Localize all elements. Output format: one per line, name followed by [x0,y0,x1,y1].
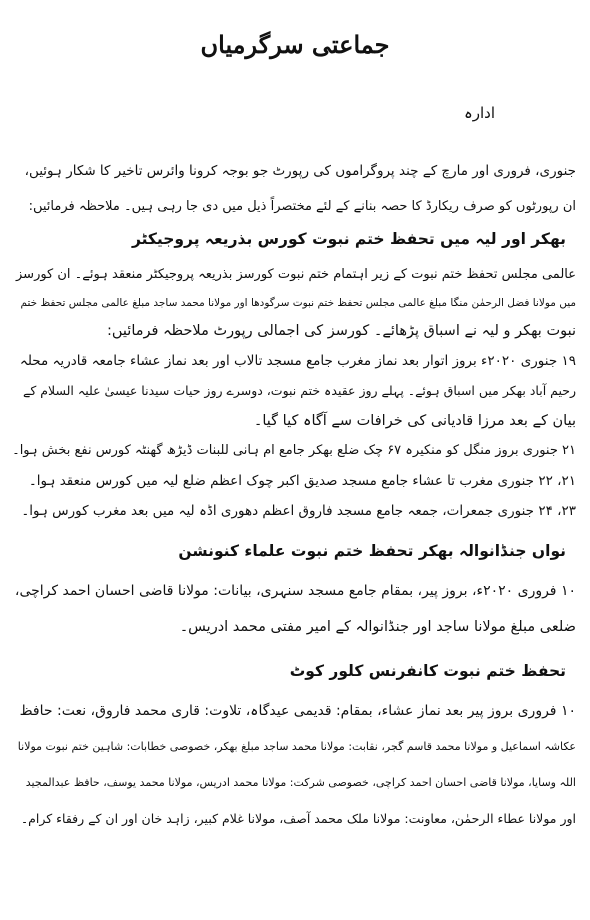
paragraph-line: عکاشہ اسماعیل و مولانا محمد قاسم گجر، نقابت: مولانا محمد ساجد مبلغ بھکر، خصوصی خطابات: شاہین ختم نبوت مولانا [17,740,576,753]
paragraph-line: اور مولانا عطاء الرحمٰن، معاونت: مولانا ملک محمد آصف، مولانا غلام کبیر، زاہد خان اور ان کے رفقاء کرام۔ [20,811,576,826]
paragraph-line: ۱۰ فروری ۲۰۲۰ء، بروز پیر، بمقام جامع مسجد سنہری، بیانات: مولانا قاضی احسان احمد کراچی، [14,583,576,599]
paragraph-line: ضلعی مبلغ مولانا ساجد اور جنڈانوالہ کے امیر مفتی محمد ادریس۔ [179,619,576,635]
intro-line: جنوری، فروری اور مارچ کے چند پروگراموں کی رپورٹ جو بوجہ کرونا وائرس تاخیر کا شکار ہوئیں، [24,163,576,179]
paragraph-line: رحیم آباد بھکر میں اسباق ہوئے۔ پہلے روز عقیدہ ختم نبوت، دوسرے روز حیات سیدنا عیسیٰ علیہ السلام کے [23,383,576,398]
section-heading: بھکر اور لیہ میں تحفظ ختم نبوت کورس بذریعہ پروجیکٹر [131,230,566,248]
section-heading: تحفظ ختم نبوت کانفرنس کلور کوٹ [289,662,566,680]
paragraph-line: ۱۹ جنوری ۲۰۲۰ء بروز اتوار بعد نماز مغرب جامع مسجد تالاب اور بعد نماز عشاء جامعہ قادریہ محلہ [19,353,576,369]
intro-line: ان رپورٹوں کو صرف ریکارڈ کا حصہ بنانے کے لئے مختصراً ذیل میں دی جا رہی ہیں۔ ملاحظہ فرمائیں: [28,199,576,214]
list-item: ۲۳، ۲۴ جنوری جمعرات، جمعہ جامع مسجد فاروق اعظم دھوری اڈہ لیہ میں بعد مغرب کورس ہوا۔ [21,503,576,519]
paragraph-line: نبوت بھکر و لیہ نے اسباق پڑھائے۔ کورسز کی اجمالی رپورٹ ملاحظہ فرمائیں: [107,323,576,339]
author-byline: ادارہ [463,104,495,122]
paragraph-line: بیان کے بعد مرزا قادیانی کی خرافات سے آگاہ کیا گیا۔ [253,413,576,429]
page-title: جماعتی سرگرمیاں [200,30,390,59]
paragraph-line: اللہ وسایا، مولانا قاضی احسان احمد کراچی، خصوصی شرکت: مولانا محمد ادریس، مولانا محمد یوسف، حافظ عبدالمجید [25,776,576,789]
list-item: ۲۱، ۲۲ جنوری مغرب تا عشاء جامع مسجد صدیق اکبر چوک اعظم ضلع لیہ میں کورس منعقد ہوا۔ [28,473,576,489]
paragraph-line: ۱۰ فروری بروز پیر بعد نماز عشاء، بمقام: قدیمی عیدگاہ، تلاوت: قاری محمد فاروق، نعت: حافظ [19,703,576,719]
section-heading: نواں جنڈانوالہ بھکر تحفظ ختم نبوت علماء کنونشن [178,542,566,560]
paragraph-line: میں مولانا فضل الرحمٰن منگا مبلغ عالمی مجلس تحفظ ختم نبوت سرگودھا اور مولانا محمد ساجد مبلغ عالمی مجلس تحفظ ختم [20,297,576,309]
list-item: ۲۱ جنوری بروز منگل کو منکیرہ ۶۷ چک ضلع بھکر جامع ام ہانی للبنات ڈیڑھ گھنٹہ کورس نفع بخش ہوا۔ [12,443,576,458]
paragraph-line: عالمی مجلس تحفظ ختم نبوت کے زیر اہتمام ختم نبوت کورسز بذریعہ پروجیکٹر منعقد ہوئے۔ ان کورسز [16,267,576,282]
